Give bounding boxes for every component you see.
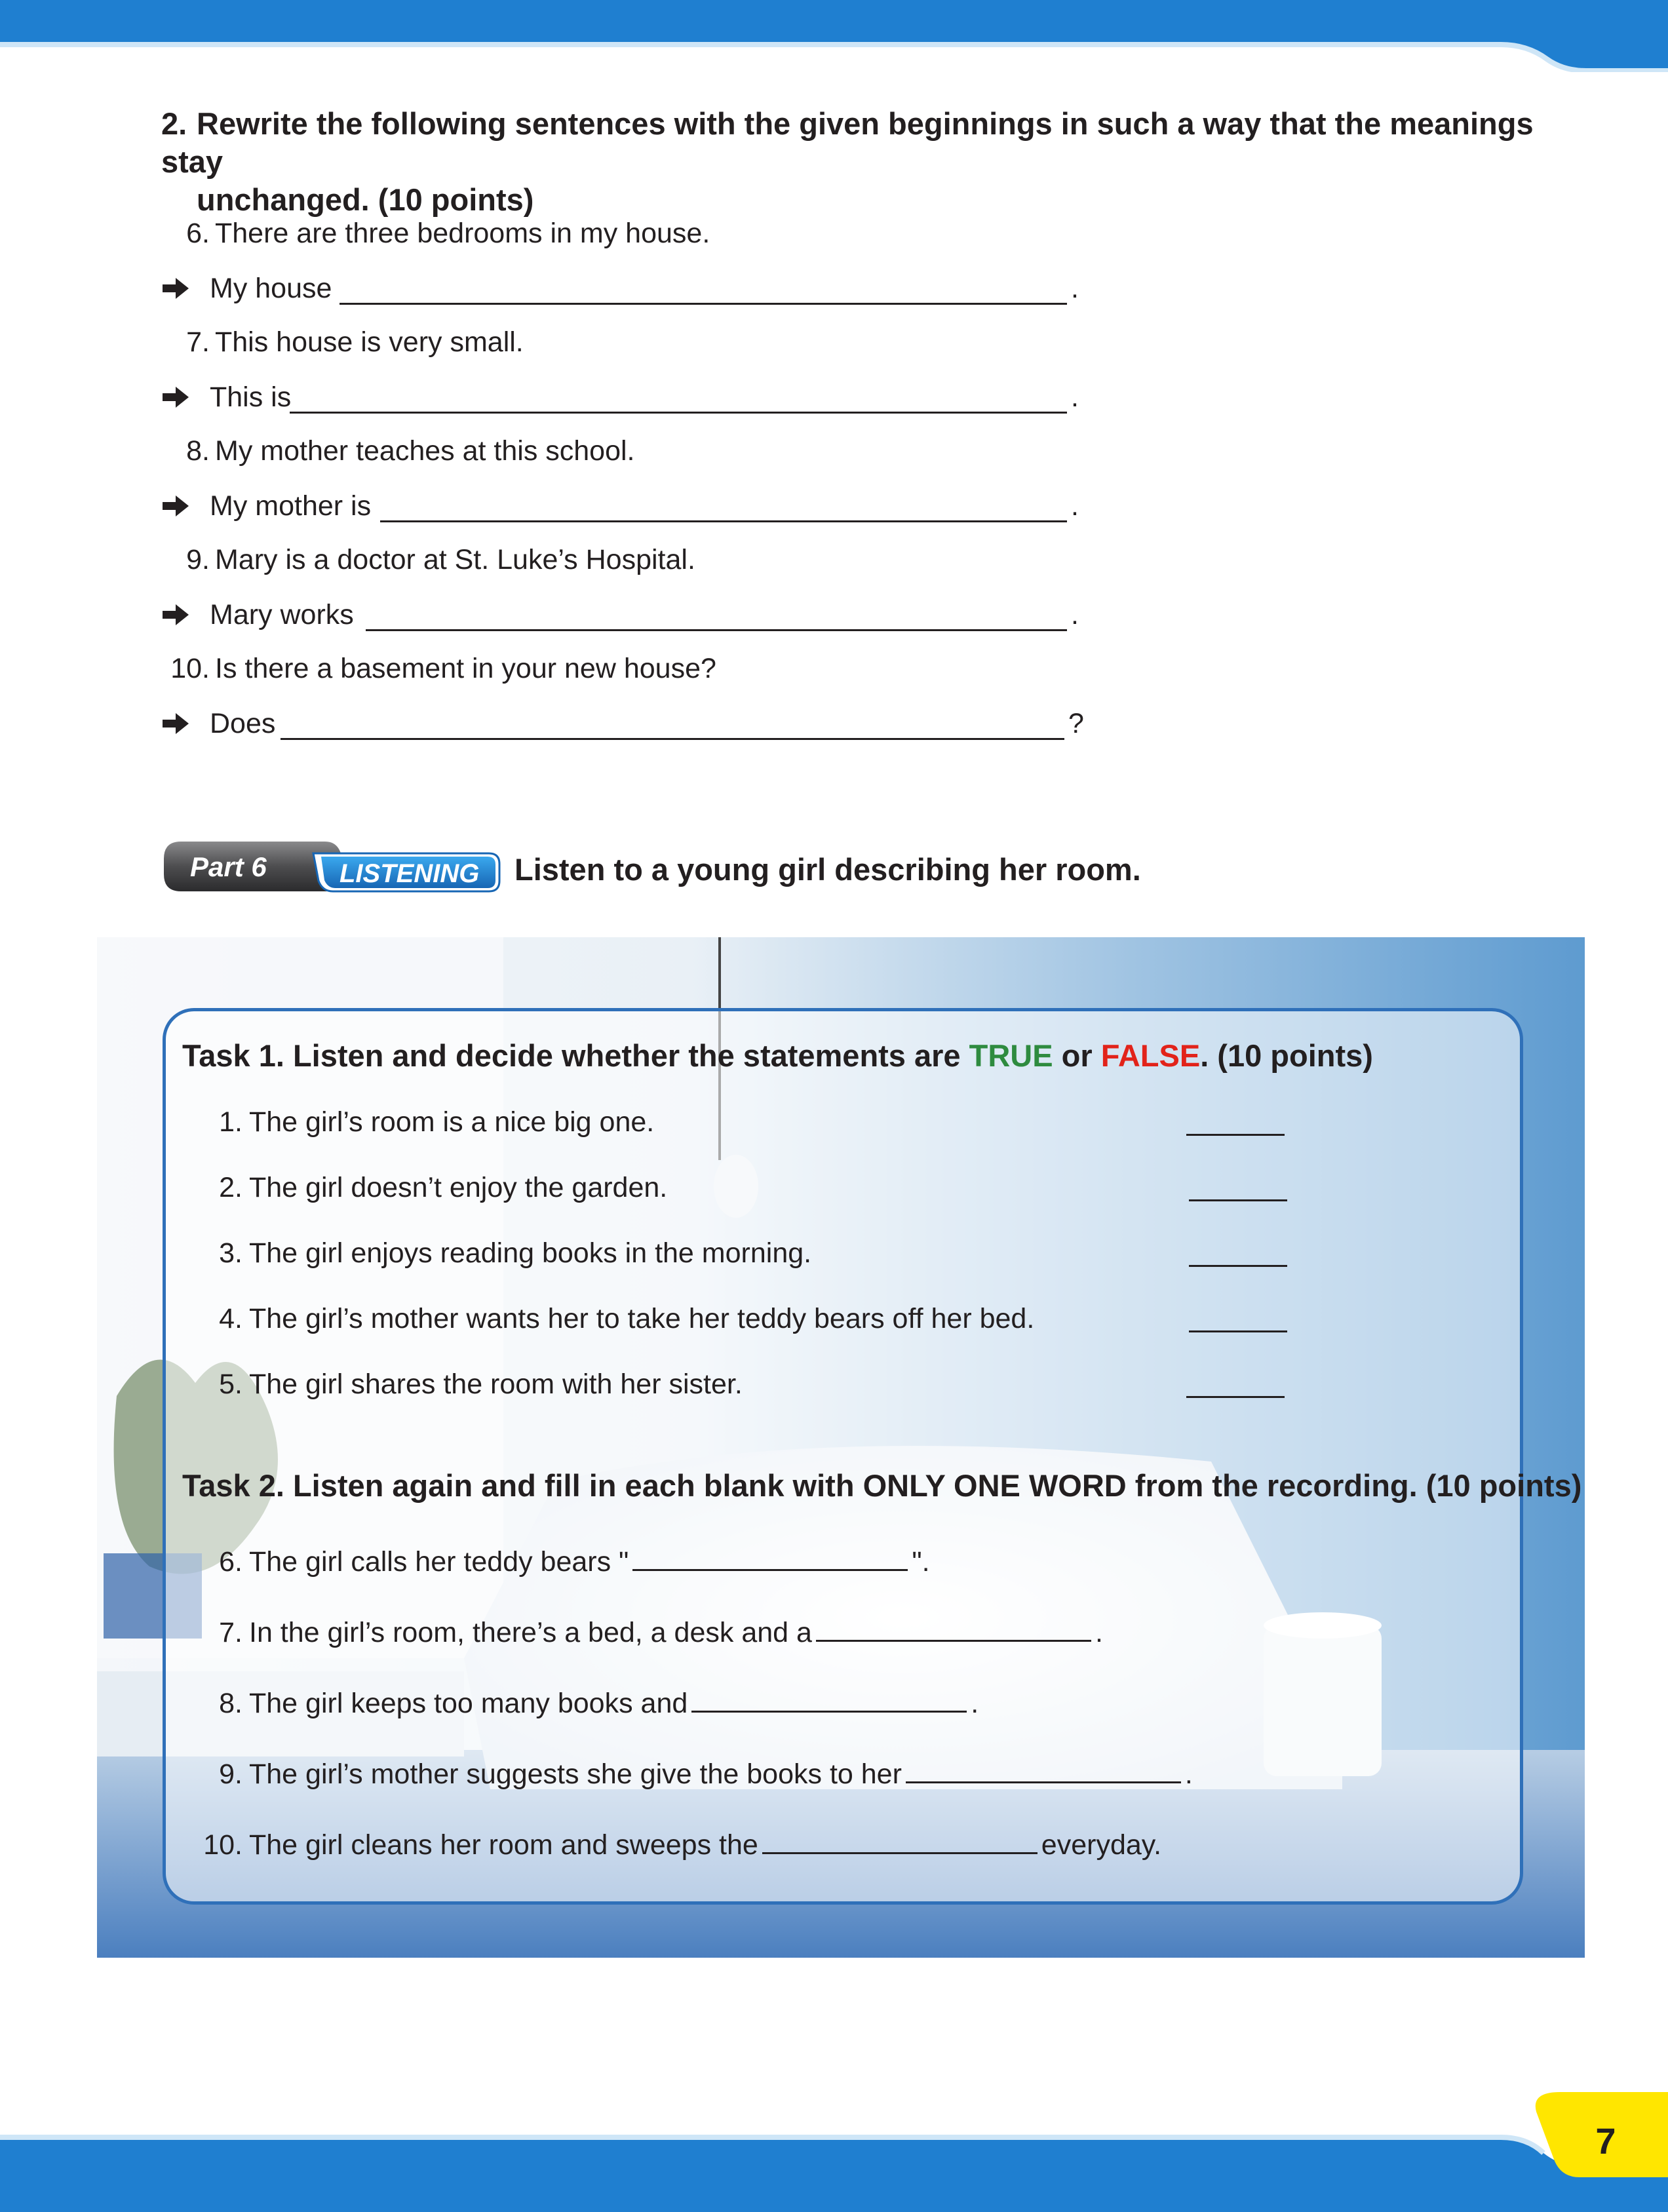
answer-line[interactable] xyxy=(366,629,1067,631)
item-number: 7. xyxy=(219,1617,242,1648)
fill-item-10 xyxy=(197,1826,1161,1862)
item-number: 10. xyxy=(203,1829,242,1861)
tf-item-1 xyxy=(197,1105,654,1139)
answer-end: . xyxy=(1071,490,1079,522)
tf-item-5 xyxy=(197,1367,743,1401)
item-number: 6. xyxy=(219,1546,242,1578)
task-2-title: Task 2. Listen again and fill in each blank with ONLY ONE WORD from the recording. (10 points) xyxy=(182,1468,1582,1503)
item-text: The girl enjoys reading books in the morning. xyxy=(249,1237,812,1269)
rewrite-answer-9 xyxy=(161,598,1570,637)
answer-line[interactable] xyxy=(290,412,1067,414)
fill-blank[interactable] xyxy=(691,1684,967,1713)
fill-blank[interactable] xyxy=(762,1826,1038,1854)
rewrite-answer-6 xyxy=(161,271,1570,311)
item-text-after: . xyxy=(971,1688,979,1719)
item-text: The girl’s mother wants her to take her teddy bears off her bed. xyxy=(249,1303,1035,1334)
tf-item-2 xyxy=(197,1171,667,1205)
top-header-band xyxy=(0,0,1668,72)
tf-answer-blank-3[interactable] xyxy=(1189,1265,1287,1267)
item-text-before: The girl keeps too many books and xyxy=(249,1688,688,1719)
item-number: 9. xyxy=(186,544,210,575)
false-word: FALSE xyxy=(1100,1038,1201,1073)
task-1-title xyxy=(182,1037,1373,1075)
part-6-instruction: Listen to a young girl describing her room. xyxy=(514,852,1141,887)
item-number: 10. xyxy=(170,653,210,684)
item-text: The girl’s room is a nice big one. xyxy=(249,1106,655,1138)
fill-item-8 xyxy=(197,1684,979,1720)
item-text-after: ". xyxy=(912,1546,930,1578)
part-6-badge xyxy=(161,839,502,894)
item-number: 4. xyxy=(219,1303,242,1334)
item-sentence: Mary is a doctor at St. Luke’s Hospital. xyxy=(215,544,695,575)
answer-end: . xyxy=(1071,273,1079,304)
fill-blank[interactable] xyxy=(816,1614,1091,1642)
fill-blank[interactable] xyxy=(906,1755,1181,1783)
item-sentence: This house is very small. xyxy=(215,326,524,358)
arrow-right-icon xyxy=(161,602,190,628)
item-number: 7. xyxy=(186,326,210,358)
fill-item-9 xyxy=(197,1755,1193,1791)
rewrite-item-9 xyxy=(161,543,695,577)
item-number: 1. xyxy=(219,1106,242,1138)
item-number: 2. xyxy=(219,1172,242,1203)
rewrite-item-7 xyxy=(161,325,524,359)
rewrite-item-10 xyxy=(161,651,716,686)
item-number: 9. xyxy=(219,1758,242,1790)
answer-end: . xyxy=(1071,381,1079,413)
section-number: 2. xyxy=(161,106,187,141)
part-label: Part 6 xyxy=(190,851,267,882)
item-number: 5. xyxy=(219,1368,242,1400)
arrow-right-icon xyxy=(161,493,190,519)
instruction-line-1: Rewrite the following sentences with the given beginnings in such a way that the meanings stay xyxy=(161,106,1534,179)
page-number: 7 xyxy=(1595,2120,1616,2162)
arrow-right-icon xyxy=(161,275,190,301)
answer-lead: Does xyxy=(210,708,276,739)
item-text-after: . xyxy=(1184,1758,1193,1790)
rewrite-answer-7 xyxy=(161,380,1570,419)
answer-end: ? xyxy=(1068,708,1084,739)
answer-lead: My mother is xyxy=(210,490,372,522)
task-1-title-a: Task 1. Listen and decide whether the statements are xyxy=(182,1038,969,1073)
instruction-line-2: unchanged. (10 points) xyxy=(197,182,534,217)
item-number: 3. xyxy=(219,1237,242,1269)
item-text-before: The girl calls her teddy bears " xyxy=(249,1546,629,1578)
tf-answer-blank-1[interactable] xyxy=(1186,1134,1285,1136)
item-text: The girl shares the room with her sister. xyxy=(249,1368,743,1400)
item-text: The girl doesn’t enjoy the garden. xyxy=(249,1172,668,1203)
answer-lead: Mary works xyxy=(210,599,354,631)
fill-item-7 xyxy=(197,1614,1103,1650)
answer-lead: This is xyxy=(210,381,292,413)
tf-answer-blank-4[interactable] xyxy=(1189,1330,1287,1332)
tf-item-4 xyxy=(197,1302,1034,1336)
tf-answer-blank-2[interactable] xyxy=(1189,1199,1287,1201)
arrow-right-icon xyxy=(161,384,190,410)
item-sentence: Is there a basement in your new house? xyxy=(215,653,716,684)
rewrite-answer-10 xyxy=(161,707,1570,746)
listening-label: LISTENING xyxy=(339,859,480,888)
task-1-title-or: or xyxy=(1053,1038,1101,1073)
fill-blank[interactable] xyxy=(632,1543,908,1571)
rewrite-item-6 xyxy=(161,216,710,250)
item-text-before: The girl’s mother suggests she give the books to her xyxy=(249,1758,902,1790)
item-number: 8. xyxy=(219,1688,242,1719)
tf-answer-blank-5[interactable] xyxy=(1186,1396,1285,1398)
true-word: TRUE xyxy=(969,1038,1053,1073)
item-number: 8. xyxy=(186,435,210,467)
task-1-title-b: . (10 points) xyxy=(1200,1038,1373,1073)
item-number: 6. xyxy=(186,218,210,249)
item-text-after: everyday. xyxy=(1041,1829,1162,1861)
rewrite-item-8 xyxy=(161,434,635,468)
item-sentence: There are three bedrooms in my house. xyxy=(215,218,710,249)
fill-item-6 xyxy=(197,1543,930,1579)
item-text-after: . xyxy=(1095,1617,1103,1648)
section-2-instruction xyxy=(161,105,1603,219)
bottom-footer-band xyxy=(0,2114,1668,2212)
tf-item-3 xyxy=(197,1236,811,1270)
answer-line[interactable] xyxy=(281,738,1064,740)
item-text-before: The girl cleans her room and sweeps the xyxy=(249,1829,758,1861)
item-text-before: In the girl’s room, there’s a bed, a desk and a xyxy=(249,1617,812,1648)
answer-line[interactable] xyxy=(339,303,1067,305)
item-sentence: My mother teaches at this school. xyxy=(215,435,635,467)
answer-line[interactable] xyxy=(380,520,1067,522)
answer-end: . xyxy=(1071,599,1079,631)
answer-lead: My house xyxy=(210,273,332,304)
arrow-right-icon xyxy=(161,710,190,737)
rewrite-answer-8 xyxy=(161,489,1570,528)
